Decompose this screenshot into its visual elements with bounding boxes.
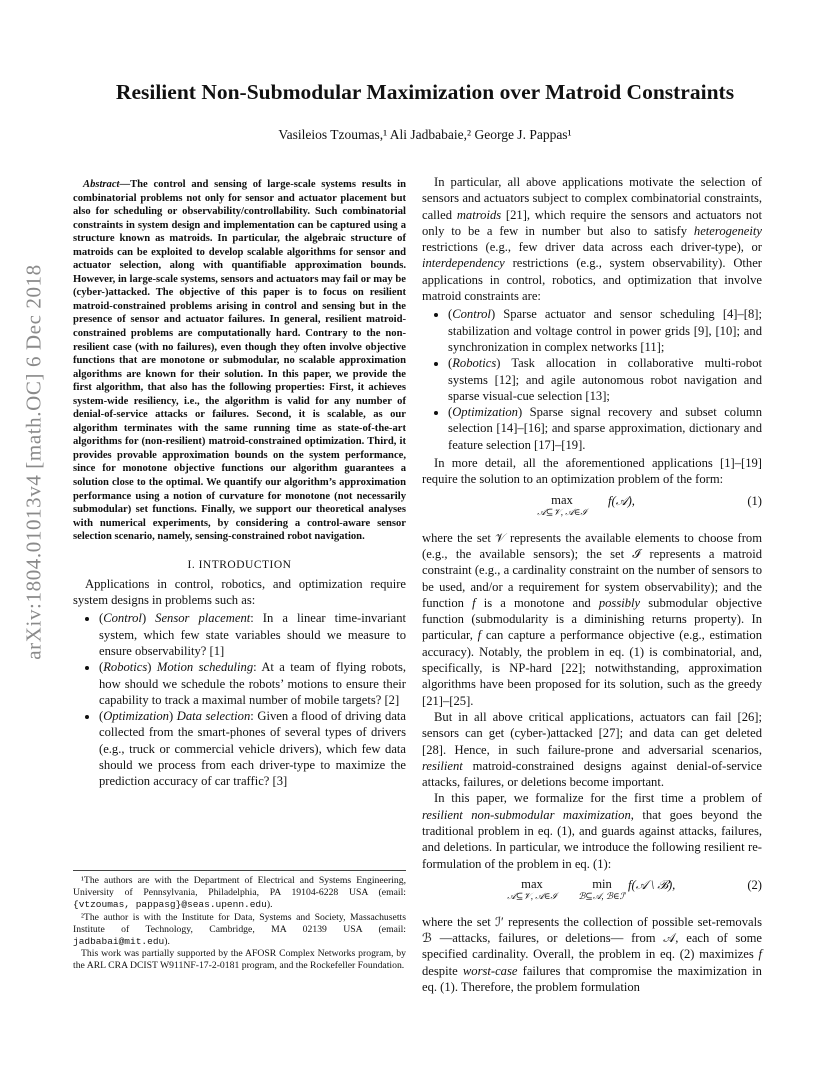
max-operator: max 𝒜⊆𝒱, 𝒜∈ℐ (507, 876, 557, 901)
list-item: • (Robotics) Task allocation in collaborative multi-robot systems [12]; and agile autonomous robot navigation and sparse visual-cue selection [13]; (448, 355, 762, 404)
min-operator: min ℬ⊆𝒜, ℬ∈ℐ′ (578, 876, 626, 901)
right-column (422, 174, 762, 995)
intro-paragraph: Applications in control, robotics, and optimization require system designs in problems such as: (73, 576, 406, 608)
footnotes (73, 870, 406, 973)
abstract-label: Abstract (83, 179, 120, 190)
matroid-application-list (422, 306, 762, 453)
list-item: • (Control) Sensor placement: In a linear time-invariant system, which few state variables should we measure to ensure observability? [1] (99, 610, 406, 659)
arxiv-identifier (16, 262, 52, 662)
equation-1 (422, 494, 762, 530)
funding-note: This work was partially supported by the AFOSR Complex Networks program, by the ARL CRA DCIST W911NF-17-2-0181 program, and the Rockefeller Foundation. (73, 948, 406, 972)
abstract (73, 178, 406, 544)
paragraph: In more detail, all the aforementioned applications [1]–[19] require the solution to an optimization problem of the form: (422, 456, 762, 487)
paper-title: Resilient Non-Submodular Maximization over Matroid Constraints (115, 80, 735, 104)
application-list (73, 610, 406, 789)
equation-number: (1) (747, 493, 762, 508)
list-item: • (Robotics) Motion scheduling: At a team of flying robots, how should we schedule the robots’ motions to ensure their capability to track a maximal number of mobile targets? [2] (99, 659, 406, 708)
section-heading-introduction (73, 559, 406, 571)
left-column (73, 178, 406, 792)
paragraph: where the set 𝒱 represents the available elements to choose from (e.g., the available sensors); the set ℐ represents a matroid constraint (e.g., a cardinality constraint on the number of sensors to be used, and/or a requirement for system observability); and the function f is a monotone and possibly submodular objective function (submodularity is a diminishing returns property). In particular, f can capture a performance objective (e.g., estimation accuracy). Notably, the problem in eq. (1) is combinatorial, and, specifically, is NP-hard [22]; notwithstanding, approximation algorithms have been proposed for its solution, such as the greedy [21]–[25]. (422, 530, 762, 708)
paragraph: But in all above critical applications, actuators can fail [26]; sensors can get (cyber-)attacked [27]; and data can get deleted [28]. Hence, in such failure-prone and adversarial scenarios, resilient matroid-constrained designs against denial-of-service attacks, failures, or deletions become important. (422, 709, 762, 790)
list-item: • (Control) Sparse actuator and sensor scheduling [4]–[8]; stabilization and voltage control in power grids [9], [10]; and synchronization in complex networks [11]; (448, 306, 762, 355)
paragraph: In this paper, we formalize for the first time a problem of resilient non-submodular maximization, that goes beyond the traditional problem in eq. (1), and guards against attacks, failures, and deletions. In particular, we introduce the following resilient re-formulation of the problem in eq. (1): (422, 791, 762, 871)
paper-authors: Vasileios Tzoumas,¹ Ali Jadbabaie,² George J. Pappas¹ (278, 127, 572, 142)
equation-2 (422, 878, 762, 914)
objective: f(𝒜), (608, 493, 635, 508)
footnote-2: ²The author is with the Institute for Data, Systems and Society, Massachusetts Institute of Technology, Cambridge, MA 02139 USA (email: jadbabai@mit.edu). (73, 911, 406, 948)
max-operator: max 𝒜⊆𝒱, 𝒜∈ℐ (537, 492, 587, 517)
list-item: • (Optimization) Data selection: Given a flood of driving data collected from the smart-phones of several types of drivers (e.g., truck or commercial vehicle drivers), which few data should we process from each driver-type to maximize the prediction accuracy of car traffic? [3] (99, 708, 406, 789)
abstract-text: —The control and sensing of large-scale systems results in combinatorial problems not only for sensor and actuator placement but also for scheduling or observability/controllability. Such combinatorial constraints in system design and implementation can be captured using a structure known as matroids. In particular, the algebraic structure of matroids can be exploited to develop scalable algorithms for sensor and actuator selection, along with quantifiable approximation bounds. However, in large-scale systems, sensors and actuators may fail or may be (cyber-)attacked. The objective of this paper is to focus on resilient matroid-constrained problems arising in control and sensing but in the presence of sensor and actuator failures. In general, resilient matroid-constrained problems are computationally hard. Contrary to the non-resilient case (with no failures), even though they often involve objective functions that are monotone or submodular, no scalable approximation algorithms are known for their solution. In this paper, we provide the first algorithm, that also has the following properties: First, it achieves system-wide resiliency, i.e., the algorithm is valid for any number of denial-of-service attacks or failures. Second, it is scalable, as our algorithm terminates with the same running time as state-of-the-art algorithms for (non-resilient) matroid-constrained optimization. Third, it provides provable approximation bounds on the system performance, since for monotone objective functions our algorithm guarantees a solution close to the optimal. We quantify our algorithm’s approximation performance using a notion of curvature for monotone (not necessarily submodular) set functions. Finally, we support our theoretical analyses with numerical experiments, by considering a control-aware sensor selection scenario, namely, sensing-constrained robot navigation. (73, 179, 406, 543)
equation-number: (2) (747, 877, 762, 892)
paragraph: where the set ℐ′ represents the collection of possible set-removals ℬ —attacks, failures, or deletions— from 𝒜, each of some specified cardinality. Overall, the problem in eq. (2) maximizes f despite worst-case failures that compromise the maximization in eq. (1). Therefore, the problem formulation (422, 914, 762, 995)
list-item: • (Optimization) Sparse signal recovery and subset column selection [14]–[16]; and sparse approximation, dictionary and feature selection [17]–[19]. (448, 404, 762, 453)
arxiv-id-text: arXiv:1804.01013v4 [math.OC] 6 Dec 2018 (21, 264, 46, 660)
footnote-1: ¹The authors are with the Department of Electrical and Systems Engineering, University of Pennsylvania, Philadelphia, PA 19104-6228 USA (email: {vtzoumas, pappasg}@seas.upenn.edu). (73, 875, 406, 911)
section-title: INTRODUCTION (198, 558, 292, 571)
paragraph: In particular, all above applications motivate the selection of sensors and actuators subject to complex combinatorial constraints, called matroids [21], which require the sensors and actuators not only to be a few in number but also to satisfy heterogeneity restrictions (e.g., few driver data across each driver-type), or interdependency restrictions (e.g., system observability). Other applications in control, robotics, and optimization that involve matroid constraints are: (422, 175, 762, 304)
section-number: I. (187, 558, 199, 571)
objective: f(𝒜 \ ℬ), (628, 877, 676, 892)
